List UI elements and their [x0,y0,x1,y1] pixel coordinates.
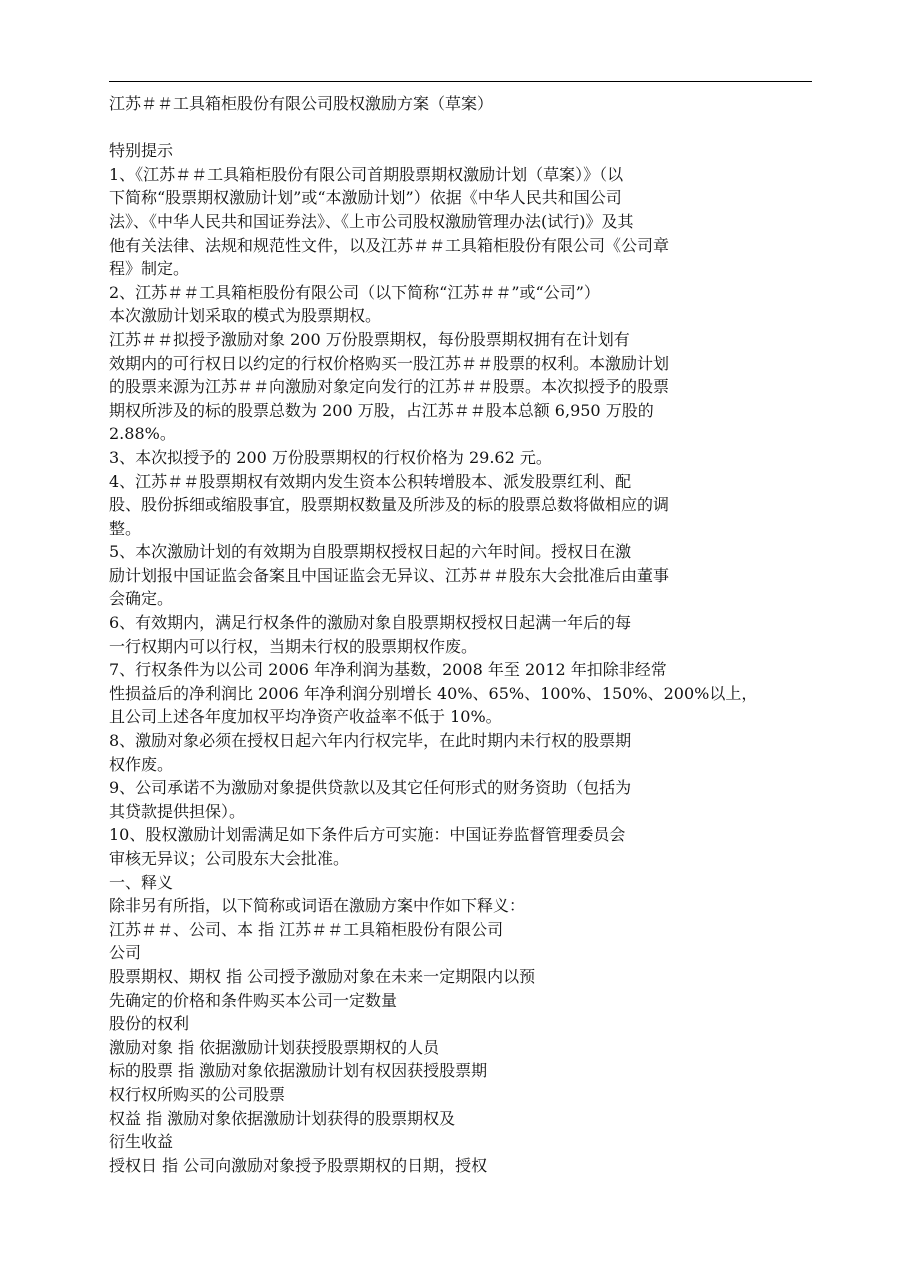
definition-line: 股票期权、期权 指 公司授予激励对象在未来一定期限内以预 [109,966,536,986]
text-line: 权作废。 [109,754,174,774]
definition-line: 标的股票 指 激励对象依据激励计划有权因获授股票期 [109,1061,488,1081]
definition-line: 权行权所购买的公司股票 [109,1084,286,1104]
text-line: 整。 [109,518,142,538]
text-line: 4、江苏＃＃股票期权有效期内发生资本公积转增股本、派发股票红利、配 [109,471,632,491]
definition-line: 激励对象 指 依据激励计划获授股票期权的人员 [109,1037,440,1057]
text-line: 程》制定。 [109,259,190,279]
text-line: 效期内的可行权日以约定的行权价格购买一股江苏＃＃股票的权利。本激励计划 [109,353,670,373]
definition-line: 授权日 指 公司向激励对象授予股票期权的日期，授权 [109,1155,488,1175]
blank-line [109,116,769,140]
definition-line: 江苏＃＃、公司、本 指 江苏＃＃工具箱柜股份有限公司 [109,919,504,939]
text-line: 会确定。 [109,589,174,609]
text-line: 江苏＃＃拟授予激励对象 200 万份股票期权，每份股票期权拥有在计划有 [109,329,630,349]
text-line: 股、股份拆细或缩股事宜，股票期权数量及所涉及的标的股票总数将做相应的调 [109,495,670,515]
definition-line: 权益 指 激励对象依据激励计划获得的股票期权及 [109,1108,456,1128]
text-line: 6、有效期内，满足行权条件的激励对象自股票期权授权日起满一年后的每 [109,613,632,633]
text-line: 7、行权条件为以公司 2006 年净利润为基数，2008 年至 2012 年扣除非经常 [109,660,667,680]
document-title: 江苏＃＃工具箱柜股份有限公司股权激励方案（草案） [109,94,494,113]
text-line: 的股票来源为江苏＃＃向激励对象定向发行的江苏＃＃股票。本次拟授予的股票 [109,377,670,397]
text-line: 2.88%。 [109,424,176,444]
definition-line: 股份的权利 [109,1014,190,1034]
text-line: 5、本次激励计划的有效期为自股票期权授权日起的六年时间。授权日在激 [109,542,632,562]
text-line: 励计划报中国证监会备案且中国证监会无异议、江苏＃＃股东大会批准后由董事 [109,565,670,585]
definition-line: 公司 [109,943,142,963]
text-line: 且公司上述各年度加权平均净资产收益率不低于 10%。 [109,707,502,727]
text-line: 2、江苏＃＃工具箱柜股份有限公司（以下简称“江苏＃＃”或“公司”） [109,282,600,302]
text-line: 8、激励对象必须在授权日起六年内行权完毕，在此时期内未行权的股票期 [109,731,632,751]
text-line: 下简称“股票期权激励计划”或“本激励计划”）依据《中华人民共和国公司 [109,188,622,208]
text-line: 9、公司承诺不为激励对象提供贷款以及其它任何形式的财务资助（包括为 [109,778,632,798]
definition-line: 衍生收益 [109,1132,174,1152]
definition-line: 先确定的价格和条件购买本公司一定数量 [109,990,398,1010]
text-line: 法》、《中华人民共和国证券法》、《上市公司股权激励管理办法(试行)》及其 [109,211,634,231]
text-line: 期权所涉及的标的股票总数为 200 万股，占江苏＃＃股本总额 6,950 万股的 [109,400,654,420]
header-rule [109,81,812,82]
text-line: 除非另有所指，以下简称或词语在激励方案中作如下释义： [109,896,526,916]
text-line: 特别提示 [109,141,174,161]
text-line: 本次激励计划采取的模式为股票期权。 [109,306,382,326]
text-line: 性损益后的净利润比 2006 年净利润分别增长 40%、65%、100%、150%、200%以上， [109,683,758,703]
text-line: 1、《江苏＃＃工具箱柜股份有限公司首期股票期权激励计划（草案）》（以 [109,164,624,184]
text-line: 10、股权激励计划需满足如下条件后方可实施：中国证券监督管理委员会 [109,825,626,845]
section-heading: 一、释义 [109,872,174,892]
text-line: 审核无异议；公司股东大会批准。 [109,849,350,868]
text-line: 其贷款提供担保）。 [109,801,246,821]
text-line: 3、本次拟授予的 200 万份股票期权的行权价格为 29.62 元。 [109,447,552,467]
text-line: 他有关法律、法规和规范性文件，以及江苏＃＃工具箱柜股份有限公司《公司章 [109,235,670,255]
text-line: 一行权期内可以行权，当期未行权的股票期权作废。 [109,636,478,656]
document-body [109,92,769,1177]
